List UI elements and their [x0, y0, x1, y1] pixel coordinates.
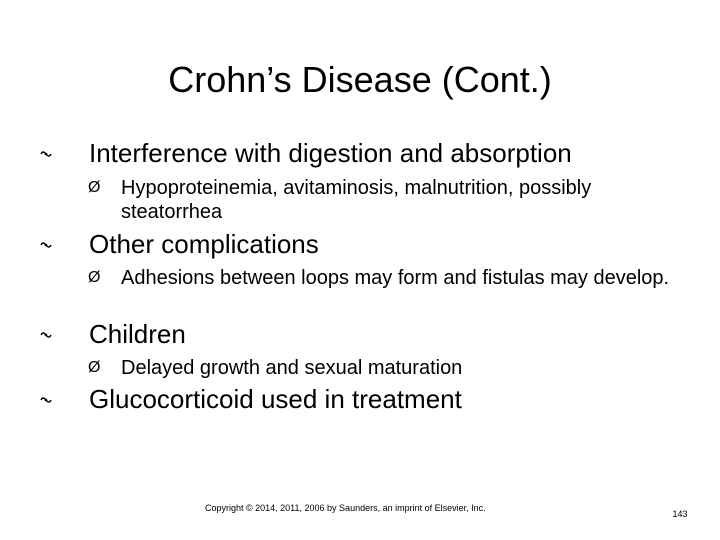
slide-title: Crohn’s Disease (Cont.) — [168, 59, 552, 100]
sub-bullet-text: Delayed growth and sexual maturation — [121, 357, 463, 379]
arrowhead-bullet-icon: Ø — [88, 359, 101, 376]
ornament-bullet-icon — [40, 240, 52, 250]
slide-number: 143 — [672, 509, 688, 519]
sub-bullet-text: Adhesions between loops may form and fistulas may develop. — [121, 267, 670, 289]
ornament-bullet-icon — [40, 395, 52, 405]
ornament-bullet-icon — [40, 149, 52, 159]
bullet-text: Interference with digestion and absorption — [89, 138, 572, 168]
arrowhead-bullet-icon: Ø — [88, 269, 101, 286]
bullet-text: Glucocorticoid used in treatment — [89, 384, 462, 414]
sub-bullet-text: Hypoproteinemia, avitaminosis, malnutrition, possibly steatorrhea — [121, 177, 592, 223]
bullet-text: Children — [89, 319, 186, 349]
ornament-bullet-icon — [40, 330, 52, 340]
bullet-text: Other complications — [89, 229, 319, 259]
copyright-footer: Copyright © 2014, 2011, 2006 by Saunders, an imprint of Elsevier, Inc. — [205, 503, 486, 513]
arrowhead-bullet-icon: Ø — [88, 179, 101, 196]
